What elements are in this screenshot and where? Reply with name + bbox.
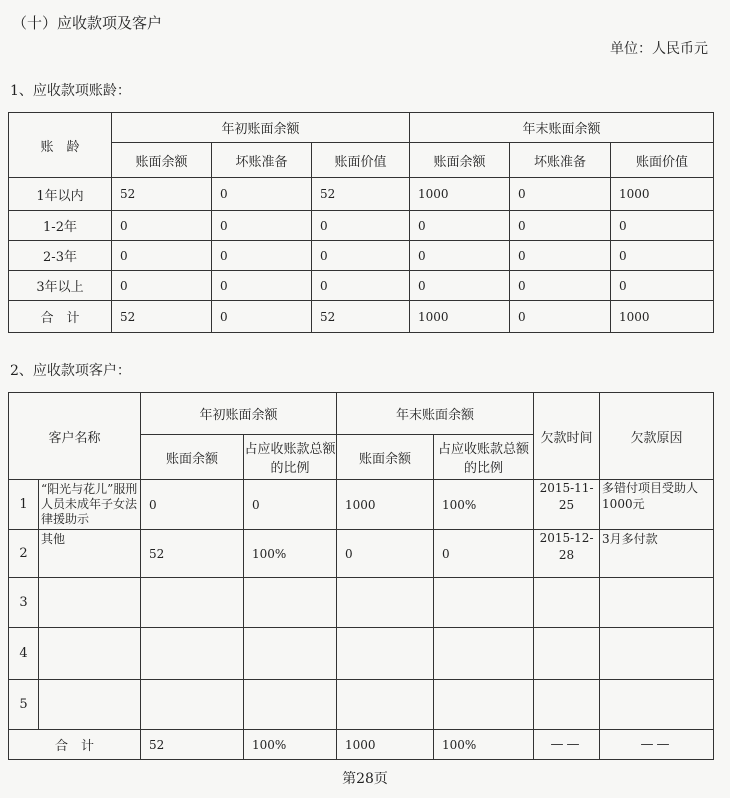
table-cell bbox=[244, 628, 337, 680]
owed-time: 2015-12-28 bbox=[534, 530, 600, 578]
table-cell: 0 bbox=[611, 271, 714, 301]
page-number: 第28页 bbox=[342, 771, 388, 787]
owed-reason-header: 欠款原因 bbox=[600, 393, 714, 480]
table-cell: 0 bbox=[212, 271, 312, 301]
aging-row-label: 1-2年 bbox=[9, 211, 112, 241]
table-cell: 0 bbox=[312, 241, 410, 271]
table-cell: 52 bbox=[141, 530, 244, 578]
owed-reason bbox=[600, 578, 714, 628]
aging-row-label: 2-3年 bbox=[9, 241, 112, 271]
customers-end-group-header: 年末账面余额 bbox=[337, 393, 534, 435]
customer-name-header: 客户名称 bbox=[9, 393, 141, 480]
customer-name bbox=[39, 628, 141, 680]
aging-table-title: 1、应收款项账龄： bbox=[10, 83, 131, 99]
table-row bbox=[9, 680, 714, 730]
aging-col-header: 账面价值 bbox=[312, 143, 410, 178]
aging-row-label: 3年以上 bbox=[9, 271, 112, 301]
section-title: （十）应收款项及客户 bbox=[12, 14, 163, 32]
customer-name bbox=[39, 680, 141, 730]
table-row bbox=[9, 211, 714, 241]
table-cell: 0 bbox=[212, 178, 312, 211]
owed-time bbox=[534, 680, 600, 730]
end-balance-header: 账面余额 bbox=[337, 435, 434, 480]
table-cell: 0 bbox=[510, 271, 611, 301]
table-row bbox=[9, 241, 714, 271]
owed-reason bbox=[600, 680, 714, 730]
owed-time bbox=[534, 628, 600, 680]
table-cell: 0 bbox=[410, 241, 510, 271]
table-cell: 0 bbox=[141, 480, 244, 530]
table-cell: 1000 bbox=[611, 301, 714, 333]
customer-name bbox=[39, 578, 141, 628]
table-cell: 0 bbox=[312, 271, 410, 301]
table-cell bbox=[141, 680, 244, 730]
aging-col-header: 账面余额 bbox=[112, 143, 212, 178]
table-cell: 52 bbox=[312, 178, 410, 211]
table-cell: 0 bbox=[212, 211, 312, 241]
aging-col-header: 账面余额 bbox=[410, 143, 510, 178]
table-row bbox=[9, 530, 714, 578]
table-cell: 100% bbox=[244, 530, 337, 578]
table-cell bbox=[244, 578, 337, 628]
table-cell: 100% bbox=[434, 730, 534, 760]
table-cell: 0 bbox=[244, 480, 337, 530]
table-cell: 52 bbox=[141, 730, 244, 760]
table-row bbox=[9, 271, 714, 301]
table-row bbox=[9, 480, 714, 530]
table-cell bbox=[141, 578, 244, 628]
row-number: 2 bbox=[9, 530, 39, 578]
table-cell: 0 bbox=[611, 241, 714, 271]
table-cell: 100% bbox=[244, 730, 337, 760]
owed-reason: —— bbox=[600, 730, 714, 760]
owed-time bbox=[534, 578, 600, 628]
table-cell: 52 bbox=[112, 301, 212, 333]
customers-table bbox=[8, 392, 714, 760]
aging-col-header: 坏账准备 bbox=[510, 143, 611, 178]
table-cell bbox=[141, 628, 244, 680]
table-cell: 0 bbox=[212, 301, 312, 333]
table-cell: 1000 bbox=[337, 480, 434, 530]
aging-col-header: 坏账准备 bbox=[212, 143, 312, 178]
table-cell: 0 bbox=[112, 211, 212, 241]
table-cell: 0 bbox=[434, 530, 534, 578]
aging-begin-group-header: 年初账面余额 bbox=[112, 113, 410, 143]
table-cell bbox=[337, 680, 434, 730]
table-cell: 0 bbox=[410, 271, 510, 301]
table-cell: 52 bbox=[312, 301, 410, 333]
table-cell: 0 bbox=[611, 211, 714, 241]
table-cell bbox=[434, 628, 534, 680]
table-cell: 0 bbox=[212, 241, 312, 271]
row-number: 4 bbox=[9, 628, 39, 680]
owed-time-header: 欠款时间 bbox=[534, 393, 600, 480]
aging-table bbox=[8, 112, 714, 333]
aging-total-label: 合 计 bbox=[9, 301, 112, 333]
table-cell: 0 bbox=[312, 211, 410, 241]
table-cell: 1000 bbox=[337, 730, 434, 760]
aging-age-header: 账 龄 bbox=[9, 113, 112, 178]
customer-name: “阳光与花儿”服刑人员未成年子女法律援助示 bbox=[39, 480, 141, 530]
table-cell: 1000 bbox=[410, 301, 510, 333]
customers-table-title: 2、应收款项客户： bbox=[10, 363, 131, 379]
begin-ratio-header: 占应收账款总额的比例 bbox=[244, 435, 337, 480]
row-number: 5 bbox=[9, 680, 39, 730]
row-number: 3 bbox=[9, 578, 39, 628]
table-row bbox=[9, 628, 714, 680]
table-cell: 0 bbox=[337, 530, 434, 578]
table-cell: 0 bbox=[410, 211, 510, 241]
table-cell: 1000 bbox=[611, 178, 714, 211]
table-cell: 0 bbox=[112, 241, 212, 271]
table-cell: 0 bbox=[510, 211, 611, 241]
customers-begin-group-header: 年初账面余额 bbox=[141, 393, 337, 435]
owed-reason bbox=[600, 628, 714, 680]
table-cell: 0 bbox=[510, 241, 611, 271]
owed-time: 2015-11-25 bbox=[534, 480, 600, 530]
total-row bbox=[9, 730, 714, 760]
currency-unit: 单位：人民币元 bbox=[610, 41, 708, 57]
owed-reason: 3月多付款 bbox=[600, 530, 714, 578]
table-cell: 0 bbox=[112, 271, 212, 301]
begin-balance-header: 账面余额 bbox=[141, 435, 244, 480]
table-cell: 100% bbox=[434, 480, 534, 530]
total-row bbox=[9, 301, 714, 333]
aging-row-label: 1年以内 bbox=[9, 178, 112, 211]
table-cell: 52 bbox=[112, 178, 212, 211]
customer-name: 其他 bbox=[39, 530, 141, 578]
owed-reason: 多错付项目受助人1000元 bbox=[600, 480, 714, 530]
table-row bbox=[9, 578, 714, 628]
aging-col-header: 账面价值 bbox=[611, 143, 714, 178]
owed-time: —— bbox=[534, 730, 600, 760]
table-cell: 0 bbox=[510, 178, 611, 211]
row-number: 1 bbox=[9, 480, 39, 530]
end-ratio-header: 占应收账款总额的比例 bbox=[434, 435, 534, 480]
table-cell: 1000 bbox=[410, 178, 510, 211]
table-row bbox=[9, 178, 714, 211]
aging-end-group-header: 年末账面余额 bbox=[410, 113, 714, 143]
customers-total-label: 合 计 bbox=[9, 730, 141, 760]
table-cell bbox=[434, 578, 534, 628]
table-cell bbox=[244, 680, 337, 730]
table-cell bbox=[337, 628, 434, 680]
table-cell: 0 bbox=[510, 301, 611, 333]
table-cell bbox=[434, 680, 534, 730]
table-cell bbox=[337, 578, 434, 628]
